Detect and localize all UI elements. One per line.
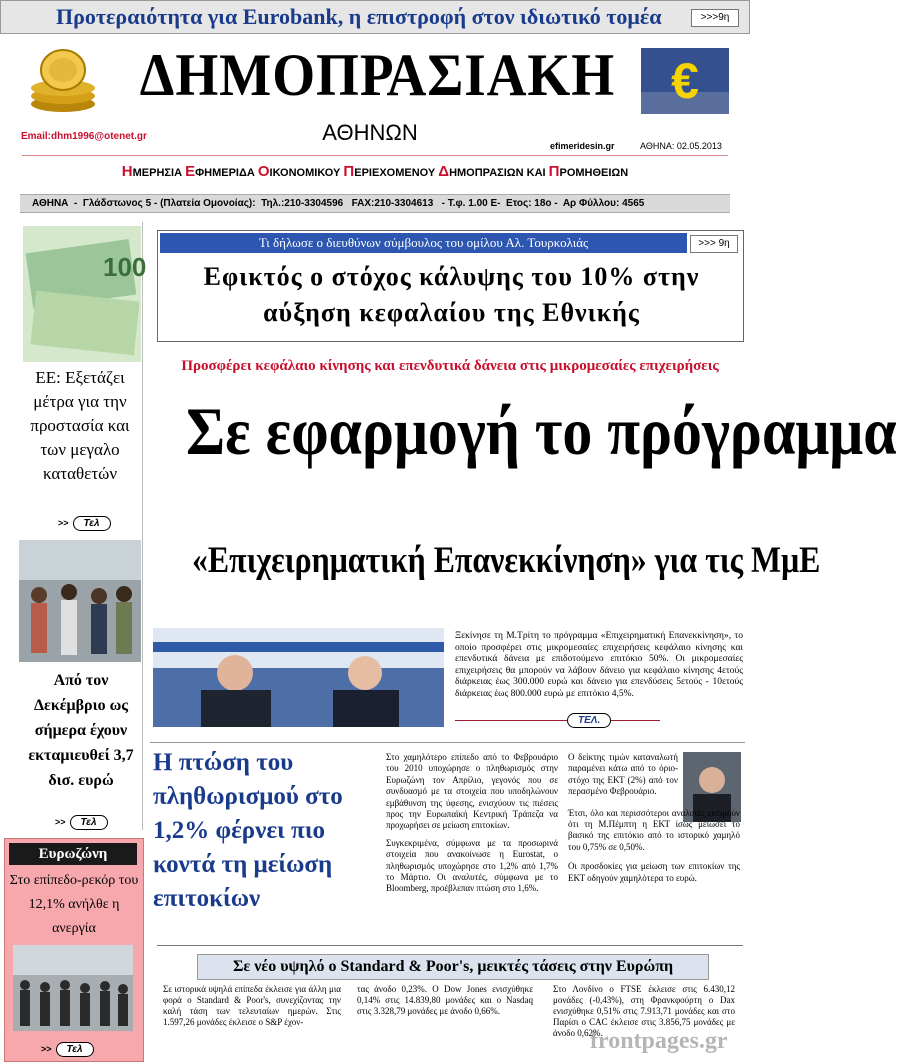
eurozone-box — [4, 838, 144, 1062]
info-bar-text: ΑΘΗΝΑ - Γλάδστωνος 5 - (Πλατεία Ομονοίας): Τηλ.:210-3304596 FAX:210-3304613 - Τ.φ. 1.00 E- Ετος: 18ο - Αρ Φύλλου: 4565 — [32, 198, 645, 209]
sidebar-story1-tel[interactable] — [58, 513, 111, 531]
inflation-col2 — [568, 752, 740, 884]
markets-col2: τας άνοδο 0,23%. Ο Dow Jones ενισχύθηκε 0,14% στις 14.839,80 μονάδες και ο Nasdaq στις 3.328,79 μονάδες με άνοδο 0,66%. — [357, 984, 533, 1016]
tagline-word: ΙΚΟΝΟΜΙΚΟΥ — [269, 167, 344, 179]
tel-button[interactable]: Τελ — [56, 1042, 94, 1057]
sidebar — [3, 222, 147, 830]
tagline-initial: Ε — [185, 163, 196, 180]
info-bar — [20, 194, 730, 213]
inflation-col1-p1: Στο χαμηλότερο επίπεδο από το Φεβρουάριο του 2010 υποχώρησε ο πληθωρισμός στην Ευρωζώνη τον Απρίλιο, γεγονός που σε συνδυασμό με τα στοιχεία που υποδηλώνουν εμβάθυνση της ύφεσης, ενισχύουν τις πιέσεις προς την Ευρωπαϊκή Κεντρική Τράπεζα να προχωρήσει σε μείωση επιτοκίων. — [386, 752, 558, 831]
inflation-col2-p1: Ο δείκτης τιμών καταναλωτή παραμένει κάτω από το όριο-στόχο της ΕΚΤ (2%) από τον περασμένο Φεβρουάριο. — [568, 752, 678, 797]
euro-image — [641, 48, 729, 114]
lead-kicker[interactable]: Προσφέρει κεφάλαιο κίνησης και επενδυτικά δάνεια στις μικρομεσαίες επιχειρήσεις — [181, 358, 719, 374]
tel-button[interactable]: Τελ — [73, 516, 111, 531]
coins-image — [27, 46, 99, 116]
masthead-tagline — [0, 163, 750, 180]
masthead-title: ΔΗΜΟΠΡΑΣΙΑΚΗ — [139, 42, 616, 108]
masthead-subtitle: ΑΘΗΝΩΝ — [322, 120, 418, 145]
markets-headline-bar — [197, 954, 709, 980]
tagline-initial: Η — [121, 163, 133, 180]
inflation-col2-p3: Οι προσδοκίες για μείωση των επιτοκίων της ΕΚΤ οδηγούν χαμηλότερα το ευρώ. — [568, 861, 740, 883]
lead-tel-button[interactable]: ΤΕΛ. — [567, 713, 611, 728]
tel-button[interactable]: Τελ — [70, 815, 108, 830]
masthead-divider — [22, 155, 728, 156]
top-story-kicker-bar — [160, 233, 687, 253]
sidebar-story1[interactable]: ΕΕ: Εξετάζει μέτρα για την προστασία και των μεγαλο καταθετών — [30, 368, 130, 483]
lead-body: Ξεκίνησε τη Μ.Τρίτη το πρόγραμμα «Επιχειρηματική Επανεκκίνηση», το οποίο προσφέρει στις μικρομεσαίες επιχειρήσεις κεφάλαιο κίνησης και επενδυτικά δάνεια με επιδοτούμενο επιτόκιο 50%. Οι μικρομεσαίες επιχειρήσεις θα μπορούν να λάβουν δάνειο για κεφάλαιο κίνησης 4ετούς διάρκειας έως 300.000 ευρώ και δάνειο για επενδύσεις 5ετούς - 10ετούς διάρκειας έως 800.000 ευρώ με επιτόκιο 4,5%. — [455, 631, 743, 699]
top-banner-more[interactable]: >>>9η — [691, 9, 739, 27]
tagline-initial: Ο — [257, 163, 270, 180]
top-story-kicker[interactable]: Τι δήλωσε ο διευθύνων σύμβουλος του ομίλου Αλ. Τουρκολιάς — [258, 235, 589, 250]
queue-image — [13, 945, 133, 1031]
sidebar-story2-tel[interactable] — [55, 812, 108, 830]
eurozone-box-text[interactable]: Στο επίπεδο-ρεκόρ του 12,1% ανήλθε η ανεργία — [9, 873, 139, 936]
tagline-initial: Δ — [438, 163, 450, 180]
tagline-word: ΕΡΙΕΧΟΜΕΝΟΥ — [354, 167, 439, 179]
masthead-site[interactable]: efimeridesin.gr — [550, 141, 615, 151]
tagline-word: ΡΟΜΗΘΕΙΩΝ — [559, 167, 629, 179]
svg-text:100: 100 — [103, 252, 147, 282]
tagline-word: ΜΕΡΗΣΙΑ — [132, 167, 186, 179]
inflation-headline[interactable]: Η πτώση του πληθωρισμού στο 1,2% φέρνει πιο κοντά τη μείωση επιτοκίων — [153, 749, 343, 912]
tagline-initial: Π — [343, 163, 355, 180]
markets-col1: Σε ιστορικά υψηλά επίπεδα έκλεισε για άλλη μια φορά ο Standard & Poor's, συνεχίζοντας την καλή τάση των τελευταίων ημερών. Στις 1.597,26 μονάδες έκλεισε ο S&P έχον- — [163, 984, 341, 1027]
arrow-label: >> — [58, 518, 69, 528]
svg-text:€: € — [671, 53, 699, 109]
markets-col3: Στο Λονδίνο ο FTSE έκλεισε στις 6.430,12 μονάδες (-0,43%), στη Φρανκφούρτη ο Dax ενισχύθηκε 0,51% στις 7.913,71 μονάδες και στο Παρίσι ο CAC έκλεισε στις 3.856,75 μονάδες με άνοδο 0,62%. — [553, 984, 735, 1038]
top-banner — [0, 0, 750, 34]
eurozone-box-tel[interactable] — [41, 1039, 94, 1057]
top-story-headline[interactable]: Εφικτός ο στόχος κάλυψης του 10% στην αύξηση κεφαλαίου της Εθνικής — [203, 262, 700, 327]
inflation-col2-p2: Έτσι, όλο και περισσότεροι αναλυτές εκτιμούν ότι τη Μ.Πέμπτη η ΕΚΤ ίσως μειώσει το βασικό της επιτόκιο από το ιστορικό χαμηλό του 0,75% σε 0,50%. — [568, 807, 740, 852]
eurozone-box-title: Ευρωζώνη — [9, 843, 137, 865]
markets-headline[interactable]: Σε νέο υψηλό ο Standard & Poor's, μεικτές τάσεις στην Ευρώπη — [232, 958, 674, 975]
inflation-col1-p2: Συγκεκριμένα, σύμφωνα με τα προσωρινά στοιχεία που ανακοίνωσε η Eurostat, ο πληθωρισμός υποχώρησε στο 1,2% από 1,7% το Μάρτιο. Οι αναλυτές, σύμφωνα με το Bloomberg, προέβλεπαν πτώση στο 1,6%. — [386, 837, 558, 894]
tagline-initial: Π — [548, 163, 560, 180]
top-story-more[interactable]: >>> 9η — [690, 235, 738, 253]
ministers-photo — [153, 628, 444, 727]
masthead-email[interactable]: Email:dhm1996@otenet.gr — [21, 131, 147, 142]
watermark: frontpages.gr — [590, 1028, 728, 1054]
lead-tel-line — [455, 720, 660, 721]
section-divider — [150, 742, 745, 743]
lead-subhead[interactable]: «Επιχειρηματική Επανεκκίνηση» για τις ΜμΕ — [192, 540, 821, 581]
crowd-image — [19, 540, 141, 662]
masthead-date: ΑΘΗΝΑ: 02.05.2013 — [640, 141, 722, 151]
top-banner-headline[interactable]: Προτεραιότητα για Eurobank, η επιστροφή στον ιδιωτικό τομέα — [56, 4, 662, 29]
arrow-label: >> — [41, 1044, 52, 1054]
tagline-word: ΦΗΜΕΡΙΔΑ — [195, 167, 258, 179]
top-story-box — [157, 230, 744, 342]
inflation-col1 — [386, 752, 558, 895]
banknotes-image — [23, 226, 147, 362]
tagline-word: ΗΜΟΠΡΑΣΙΩΝ ΚΑΙ — [449, 167, 549, 179]
sidebar-story2[interactable]: Από τον Δεκέμβριο ως σήμερα έχουν εκταμιευθεί 3,7 δισ. ευρώ — [28, 672, 134, 789]
arrow-label: >> — [55, 817, 66, 827]
lead-headline[interactable]: Σε εφαρμογή το πρόγραμμα — [186, 393, 897, 469]
